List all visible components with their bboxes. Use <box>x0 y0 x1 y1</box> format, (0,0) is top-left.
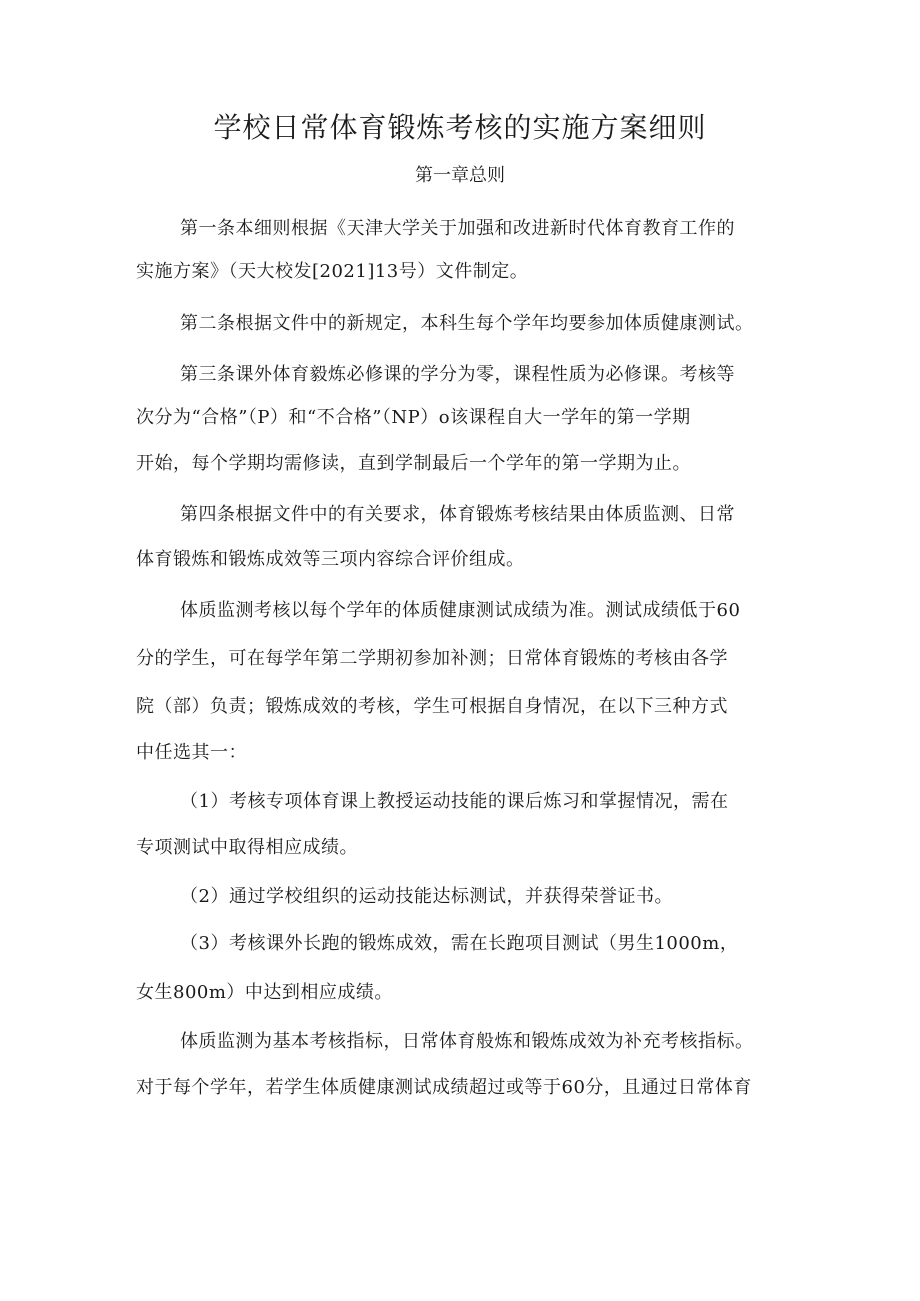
text-line: 分的学生，可在每学年第二学期初参加补测；日常体育锻炼的考核由各学 <box>136 648 728 669</box>
text-line: 院（部）负责；锻炼成效的考核，学生可根据自身情况，在以下三种方式 <box>136 696 728 717</box>
document-title: 学校日常体育锻炼考核的实施方案细则 <box>213 111 707 144</box>
text-line: 次分为“合格”（P）和“不合格”（NP）o该课程自大一学年的第一学期 <box>136 407 691 428</box>
text-line: 女生800m）中达到相应成绩。 <box>136 982 393 1003</box>
text-line: 中任选其一： <box>136 742 247 763</box>
text-line: 第四条根据文件中的有关要求，体育锻炼考核结果由体质监测、日常 <box>180 504 735 525</box>
text-line: （2）通过学校组织的运动技能达标测试，并获得荣誉证书。 <box>180 886 673 907</box>
text-line: 实施方案》（天大校发[2021]13号）文件制定。 <box>136 261 529 282</box>
text-line: 专项测试中取得相应成绩。 <box>136 837 358 858</box>
text-line: 开始，每个学期均需修读，直到学制最后一个学年的第一学期为止。 <box>136 453 691 474</box>
text-line: 第三条课外体育毅炼必修课的学分为零，课程性质为必修课。考核等 <box>180 364 735 385</box>
text-line: 第一条本细则根据《天津大学关于加强和改进新时代体育教育工作的 <box>180 218 735 239</box>
text-line: 体质监测为基本考核指标，日常体育般炼和锻炼成效为补充考核指标。 <box>180 1031 754 1052</box>
chapter-heading: 第一章总则 <box>415 165 505 186</box>
text-line: （3）考核课外长跑的锻炼成效，需在长跑项目测试（男生1000m， <box>180 933 739 954</box>
text-line: 体育锻炼和锻炼成效等三项内容综合评价组成。 <box>136 549 525 570</box>
text-line: 体质监测考核以每个学年的体质健康测试成绩为准。测试成绩低于60 <box>180 600 741 621</box>
text-line: 对于每个学年，若学生体质健康测试成绩超过或等于60分，且通过日常体育 <box>136 1077 752 1098</box>
text-line: 第二条根据文件中的新规定，本科生每个学年均要参加体质健康测试。 <box>180 313 754 334</box>
text-line: （1）考核专项体育课上教授运动技能的课后炼习和掌握情况，需在 <box>180 791 729 812</box>
